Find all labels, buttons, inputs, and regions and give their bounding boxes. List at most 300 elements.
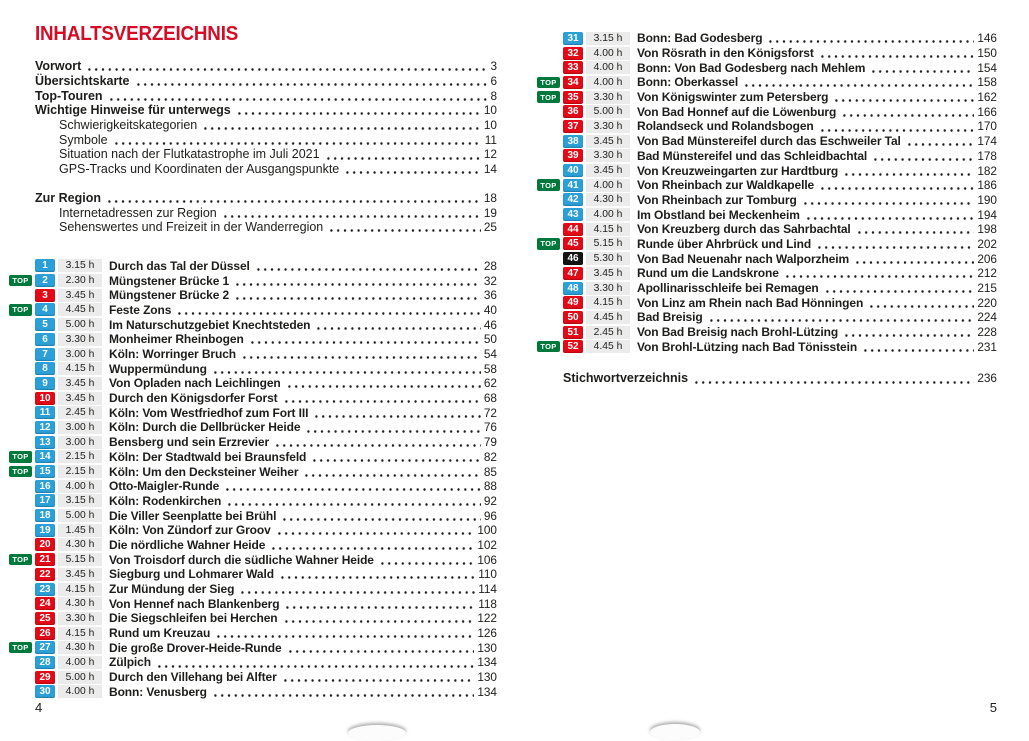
dot-leader (767, 31, 974, 46)
tour-duration: 4.30 h (586, 193, 630, 206)
tour-page-number: 54 (483, 347, 497, 362)
tour-page-number: 158 (977, 75, 997, 90)
front-matter-row (35, 132, 497, 147)
tour-number-badge: 35 (563, 91, 583, 104)
tour-title: Runde über Ahrbrück und Lind (637, 236, 812, 251)
dot-leader (241, 347, 481, 362)
tour-duration: 3.00 h (58, 436, 102, 449)
tour-page-number: 170 (977, 119, 997, 134)
dot-leader (135, 74, 488, 89)
tour-row (35, 479, 497, 494)
tour-number-badge: 17 (35, 494, 55, 507)
tour-page-number: 130 (477, 640, 497, 655)
tour-duration: 4.15 h (58, 362, 102, 375)
tour-number-badge: 2 (35, 274, 55, 287)
tour-page-number: 32 (483, 273, 497, 288)
scan-page-curl-artifact (650, 724, 700, 740)
page-number-right: 5 (989, 700, 997, 715)
tour-number-badge: 47 (563, 267, 583, 280)
tour-duration: 2.15 h (58, 465, 102, 478)
tour-duration: 4.00 h (586, 76, 630, 89)
tour-number-badge: 49 (563, 296, 583, 309)
tour-page-number: 126 (477, 626, 497, 641)
front-matter-list (35, 59, 497, 235)
tour-number-badge: 29 (35, 671, 55, 684)
dot-leader (870, 60, 974, 75)
tour-title: Müngstener Brücke 1 (109, 273, 230, 288)
tour-row (563, 325, 997, 340)
index-entry-page-number: 236 (977, 371, 997, 386)
tour-duration: 3.30 h (58, 612, 102, 625)
tour-duration: 3.45 h (586, 164, 630, 177)
tour-duration: 4.00 h (58, 656, 102, 669)
page-title: INHALTSVERZEICHNIS (35, 23, 239, 45)
front-matter-label: Symbole (59, 132, 108, 147)
tour-page-number: 190 (977, 192, 997, 207)
tour-title: Die Siegschleifen bei Herchen (109, 611, 278, 626)
index-entry-row (563, 371, 997, 386)
tour-duration: 4.00 h (586, 179, 630, 192)
tour-row (563, 149, 997, 164)
tour-title: Von Rheinbach zur Tomburg (637, 192, 797, 207)
tour-title: Durch den Villehang bei Alfter (109, 670, 277, 685)
tour-duration: 3.00 h (58, 421, 102, 434)
tour-page-number: 130 (477, 670, 497, 685)
dot-leader (282, 670, 475, 685)
tour-page-number: 92 (483, 493, 497, 508)
tour-title: Die Viller Seenplatte bei Brühl (109, 508, 277, 523)
tour-duration: 3.45 h (58, 568, 102, 581)
front-matter-row (35, 162, 497, 177)
tour-duration: 2.45 h (586, 326, 630, 339)
tour-number-badge: 7 (35, 348, 55, 361)
dot-leader (303, 464, 480, 479)
tour-number-badge: 18 (35, 509, 55, 522)
tour-page-number: 88 (483, 479, 497, 494)
tour-duration: 4.00 h (586, 61, 630, 74)
tour-duration: 4.00 h (586, 47, 630, 60)
tour-number-badge: 20 (35, 538, 55, 551)
index-entry-label: Stichwortverzeichnis (563, 371, 689, 386)
top-badge: TOP (537, 238, 560, 250)
tour-number-badge: 8 (35, 362, 55, 375)
tour-row (35, 435, 497, 450)
tour-duration: 3.30 h (58, 333, 102, 346)
tour-title: Im Naturschutzgebiet Knechtsteden (109, 317, 311, 332)
front-matter-label: Internetadressen zur Region (59, 205, 217, 220)
tour-page-number: 68 (483, 391, 497, 406)
tour-duration: 5.15 h (586, 237, 630, 250)
front-matter-row (35, 147, 497, 162)
tour-title: Zülpich (109, 655, 151, 670)
tour-page-number: 106 (477, 552, 497, 567)
tour-number-badge: 27 (35, 641, 55, 654)
front-matter-page-number: 12 (483, 147, 497, 162)
tour-duration: 5.00 h (58, 509, 102, 522)
dot-leader (819, 119, 975, 134)
front-matter-label: Top-Touren (35, 88, 103, 103)
tour-row (563, 60, 997, 75)
tour-title: Rund um Kreuzau (109, 626, 211, 641)
tour-title: Von Rheinbach zur Waldkapelle (637, 178, 815, 193)
dot-leader (287, 640, 475, 655)
tour-number-badge: 38 (563, 135, 583, 148)
tour-duration: 5.30 h (586, 252, 630, 265)
tour-duration: 5.00 h (58, 318, 102, 331)
tour-number-badge: 25 (35, 612, 55, 625)
tour-title: Rolandseck und Rolandsbogen (637, 119, 814, 134)
tour-title: Apollinarisschleife bei Remagen (637, 281, 819, 296)
tour-number-badge: 51 (563, 326, 583, 339)
dot-leader (862, 339, 974, 354)
dot-leader (86, 59, 487, 74)
tour-page-number: 85 (483, 464, 497, 479)
tour-row (540, 178, 997, 193)
tour-page-number: 202 (977, 236, 997, 251)
tour-row (35, 317, 497, 332)
tour-duration: 4.30 h (58, 597, 102, 610)
tour-duration: 3.45 h (58, 377, 102, 390)
dot-leader (222, 205, 481, 220)
tour-title: Durch das Tal der Düssel (109, 258, 250, 273)
tour-page-number: 122 (477, 611, 497, 626)
tour-duration: 3.45 h (58, 392, 102, 405)
tour-duration: 3.30 h (586, 91, 630, 104)
dot-leader (328, 220, 481, 235)
tour-row (35, 567, 497, 582)
tour-duration: 5.15 h (58, 553, 102, 566)
tour-number-badge: 32 (563, 47, 583, 60)
front-matter-page-number: 19 (483, 205, 497, 220)
front-matter-label: Wichtige Hinweise für unterwegs (35, 103, 231, 118)
tour-number-badge: 15 (35, 465, 55, 478)
dot-leader (325, 147, 481, 162)
tour-page-number: 154 (977, 60, 997, 75)
tour-number-badge: 10 (35, 392, 55, 405)
tour-page-number: 215 (977, 281, 997, 296)
tour-row (35, 523, 497, 538)
tour-duration: 4.00 h (58, 480, 102, 493)
dot-leader (856, 222, 975, 237)
tour-title: Wuppermündung (109, 361, 207, 376)
front-matter-page-number: 18 (483, 190, 497, 205)
tour-duration: 4.15 h (586, 296, 630, 309)
page-left (12, 22, 497, 699)
dot-leader (344, 162, 481, 177)
dot-leader (274, 435, 481, 450)
tour-page-number: 36 (483, 288, 497, 303)
top-badge: TOP (537, 179, 560, 191)
tour-page-number: 150 (977, 46, 997, 61)
tour-duration: 4.45 h (58, 303, 102, 316)
dot-leader (843, 163, 974, 178)
tour-page-number: 96 (483, 508, 497, 523)
tour-row (35, 670, 497, 685)
dot-leader (156, 655, 474, 670)
top-badge: TOP (537, 91, 560, 103)
tour-duration: 4.45 h (586, 311, 630, 324)
dot-leader (249, 332, 481, 347)
tour-number-badge: 22 (35, 568, 55, 581)
dot-leader (239, 582, 475, 597)
front-matter-row (35, 74, 497, 89)
tour-row (563, 31, 997, 46)
tour-number-badge: 9 (35, 377, 55, 390)
front-matter-row (35, 220, 497, 235)
dot-leader (816, 237, 974, 252)
tour-row (563, 193, 997, 208)
dot-leader (743, 75, 974, 90)
tour-number-badge: 42 (563, 193, 583, 206)
dot-leader (784, 266, 975, 281)
tour-duration: 3.00 h (58, 348, 102, 361)
tour-title: Von Bad Münstereifel durch das Eschweiler Tal (637, 134, 901, 149)
tour-row (35, 332, 497, 347)
dot-leader (279, 567, 475, 582)
dot-leader (234, 288, 481, 303)
tour-page-number: 212 (977, 266, 997, 281)
tour-duration: 5.00 h (586, 105, 630, 118)
tour-number-badge: 28 (35, 656, 55, 669)
tour-number-badge: 34 (563, 76, 583, 89)
tour-number-badge: 40 (563, 164, 583, 177)
tour-number-badge: 45 (563, 237, 583, 250)
dot-leader (854, 251, 974, 266)
tour-row (563, 251, 997, 266)
dot-leader (226, 494, 481, 509)
front-matter-row (35, 59, 497, 74)
tour-page-number: 58 (483, 361, 497, 376)
tour-title: Bonn: Von Bad Godesberg nach Mehlem (637, 60, 866, 75)
tour-duration: 2.30 h (58, 274, 102, 287)
tour-duration: 4.00 h (58, 685, 102, 698)
tour-row (563, 163, 997, 178)
tour-page-number: 162 (977, 90, 997, 105)
tour-title: Von Rösrath in den Königsforst (637, 46, 814, 61)
tour-number-badge: 50 (563, 311, 583, 324)
tour-page-number: 174 (977, 134, 997, 149)
tour-page-number: 28 (483, 258, 497, 273)
tour-page-number: 110 (478, 567, 497, 582)
tour-row (35, 582, 497, 597)
tour-title: Bonn: Oberkassel (637, 75, 739, 90)
dot-leader (805, 207, 975, 222)
tour-duration: 4.00 h (586, 208, 630, 221)
tour-title: Köln: Rodenkirchen (109, 493, 222, 508)
tour-title: Von Linz am Rhein nach Bad Hönningen (637, 295, 864, 310)
dot-leader (284, 596, 475, 611)
tour-duration: 1.45 h (58, 524, 102, 537)
tour-number-badge: 11 (35, 406, 55, 419)
tour-number-badge: 52 (563, 340, 583, 353)
front-matter-row (35, 88, 497, 103)
tour-duration: 5.00 h (58, 671, 102, 684)
tour-title: Siegburg und Lohmarer Wald (109, 567, 274, 582)
front-matter-page-number: 3 (490, 59, 497, 74)
tour-duration: 4.30 h (58, 538, 102, 551)
tour-title: Müngstener Brücke 2 (109, 288, 230, 303)
dot-leader (379, 552, 474, 567)
front-matter-page-number: 8 (490, 88, 497, 103)
tour-page-number: 82 (483, 449, 497, 464)
front-matter-label: Situation nach der Flutkatastrophe im Juli 2021 (59, 147, 320, 162)
page-right (540, 31, 997, 386)
tour-row (35, 685, 497, 700)
tour-page-number: 134 (477, 684, 497, 699)
tour-number-badge: 33 (563, 61, 583, 74)
tour-row (35, 596, 497, 611)
tour-number-badge: 46 (563, 252, 583, 265)
dot-leader (843, 325, 974, 340)
tour-row (563, 266, 997, 281)
scan-page-curl-artifact (348, 725, 406, 741)
dot-leader (106, 191, 481, 206)
tour-page-number: 220 (977, 295, 997, 310)
tour-title: Von Brohl-Lützing nach Bad Tönisstein (637, 339, 858, 354)
tour-title: Von Opladen nach Leichlingen (109, 376, 281, 391)
dot-leader (176, 303, 481, 318)
tour-row (12, 273, 497, 288)
tour-duration: 3.45 h (586, 267, 630, 280)
tour-row (35, 508, 497, 523)
tour-row (563, 104, 997, 119)
tour-number-badge: 39 (563, 149, 583, 162)
tour-list-left (12, 258, 497, 700)
tour-number-badge: 13 (35, 436, 55, 449)
dot-leader (108, 88, 488, 103)
tour-title: Rund um die Landskrone (637, 266, 779, 281)
tour-row (563, 46, 997, 61)
tour-number-badge: 19 (35, 524, 55, 537)
tour-duration: 4.15 h (586, 223, 630, 236)
tour-title: Köln: Vom Westfriedhof zum Fort III (109, 405, 309, 420)
tour-title: Von Königswinter zum Petersberg (637, 90, 829, 105)
tour-row (35, 361, 497, 376)
top-badge: TOP (9, 642, 32, 654)
tour-number-badge: 43 (563, 208, 583, 221)
front-matter-row (35, 205, 497, 220)
tour-page-number: 231 (977, 339, 997, 354)
front-matter-label: Vorwort (35, 59, 82, 74)
dot-leader (833, 90, 974, 105)
dot-leader (224, 479, 481, 494)
tour-row (540, 75, 997, 90)
front-matter-label: Zur Region (35, 190, 101, 205)
tour-title: Köln: Der Stadtwald bei Braunsfeld (109, 449, 307, 464)
tour-title: Köln: Um den Decksteiner Weiher (109, 464, 299, 479)
tour-row (12, 640, 497, 655)
dot-leader (202, 118, 481, 133)
tour-row (12, 464, 497, 479)
front-matter-label: Schwierigkeitskategorien (59, 118, 198, 133)
front-matter-page-number: 6 (490, 74, 497, 89)
tour-row (563, 207, 997, 222)
tour-page-number: 166 (977, 104, 997, 119)
tour-row (563, 134, 997, 149)
tour-page-number: 228 (977, 325, 997, 340)
tour-duration: 4.15 h (58, 627, 102, 640)
dot-leader (215, 626, 474, 641)
tour-number-badge: 14 (35, 450, 55, 463)
tour-number-badge: 30 (35, 685, 55, 698)
tour-number-badge: 44 (563, 223, 583, 236)
top-badge: TOP (537, 341, 560, 353)
dot-leader (872, 149, 974, 164)
dot-leader (212, 361, 481, 376)
tour-page-number: 40 (483, 302, 497, 317)
tour-title: Bad Münstereifel und das Schleidbachtal (637, 148, 868, 163)
tour-number-badge: 3 (35, 289, 55, 302)
tour-title: Köln: Worringer Bruch (109, 347, 237, 362)
tour-page-number: 206 (977, 251, 997, 266)
tour-title: Monheimer Rheinbogen (109, 332, 244, 347)
tour-page-number: 186 (977, 178, 997, 193)
front-matter-page-number: 25 (483, 220, 497, 235)
front-matter-row (35, 118, 497, 133)
tour-row (35, 494, 497, 509)
dot-leader (276, 523, 475, 538)
tour-title: Von Bad Neuenahr nach Walporzheim (637, 251, 850, 266)
tour-number-badge: 21 (35, 553, 55, 566)
top-badge: TOP (9, 451, 32, 463)
dot-leader (841, 104, 974, 119)
tour-number-badge: 23 (35, 583, 55, 596)
tour-row (540, 90, 997, 105)
tour-page-number: 79 (483, 435, 497, 450)
tour-title: Bonn: Bad Godesberg (637, 31, 763, 46)
dot-leader (708, 310, 975, 325)
page-number-left: 4 (35, 700, 43, 715)
front-matter-page-number: 11 (484, 132, 497, 147)
tour-number-badge: 36 (563, 105, 583, 118)
tour-page-number: 118 (478, 596, 497, 611)
tour-number-badge: 24 (35, 597, 55, 610)
tour-row (563, 295, 997, 310)
tour-title: Die nördliche Wahner Heide (109, 537, 266, 552)
front-matter-page-number: 10 (483, 118, 497, 133)
tour-duration: 4.45 h (586, 340, 630, 353)
tour-title: Von Bad Breisig nach Brohl-Lützing (637, 325, 839, 340)
tour-row (540, 339, 997, 354)
tour-row (35, 626, 497, 641)
dot-leader (315, 317, 480, 332)
tour-page-number: 178 (977, 148, 997, 163)
tour-page-number: 50 (483, 332, 497, 347)
dot-leader (286, 376, 481, 391)
tour-title: Bensberg und sein Erzrevier (109, 435, 270, 450)
tour-number-badge: 31 (563, 32, 583, 45)
dot-leader (255, 259, 481, 274)
tour-row (35, 347, 497, 362)
dot-leader (212, 685, 474, 700)
dot-leader (113, 132, 482, 147)
tour-row (35, 376, 497, 391)
tour-page-number: 224 (977, 310, 997, 325)
tour-number-badge: 48 (563, 282, 583, 295)
tour-title: Von Bad Honnef auf die Löwenburg (637, 104, 837, 119)
top-badge: TOP (9, 275, 32, 287)
tour-title: Otto-Maigler-Runde (109, 479, 220, 494)
tour-list-right (540, 31, 997, 354)
tour-row (35, 538, 497, 553)
dot-leader (819, 46, 975, 61)
tour-title: Bad Breisig (637, 310, 703, 325)
tour-duration: 4.30 h (58, 641, 102, 654)
tour-duration: 2.45 h (58, 406, 102, 419)
dot-leader (283, 391, 481, 406)
tour-page-number: 182 (977, 163, 997, 178)
tour-title: Die große Drover-Heide-Runde (109, 640, 282, 655)
